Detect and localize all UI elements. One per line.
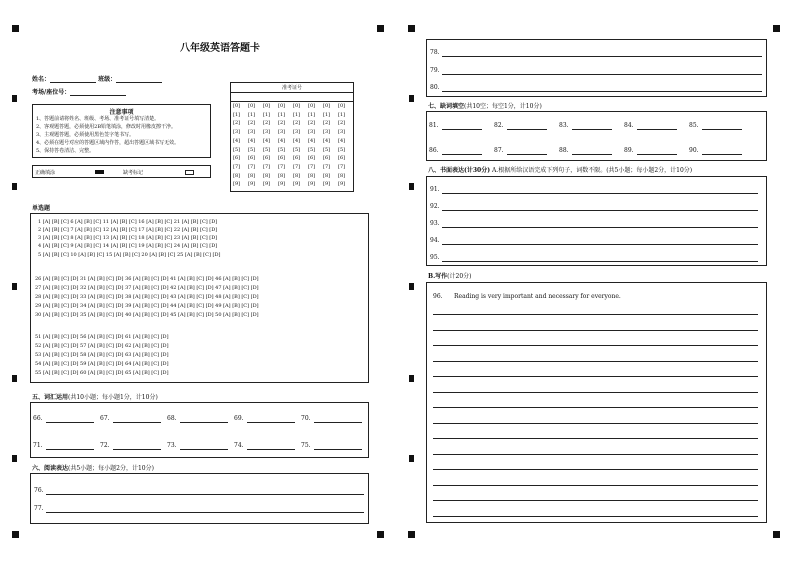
answer-blank[interactable]	[113, 422, 161, 423]
exam-digit-bubble[interactable]: [1]	[293, 111, 301, 118]
exam-digit-bubble[interactable]: [6]	[308, 155, 316, 162]
exam-digit-bubble[interactable]: [5]	[293, 146, 301, 153]
answer-number: 92.	[430, 203, 440, 210]
essay-line[interactable]	[433, 438, 758, 439]
exam-digit-bubble[interactable]: [0]	[278, 103, 286, 109]
exam-digit-bubble[interactable]: [7]	[233, 163, 241, 170]
answer-blank[interactable]	[702, 154, 742, 155]
side-mark	[12, 283, 17, 290]
absent-mark-box[interactable]	[185, 170, 194, 175]
exam-digit-bubble[interactable]: [5]	[263, 146, 271, 153]
exam-digit-bubble[interactable]: [8]	[338, 172, 346, 179]
fill-example-box	[32, 165, 211, 178]
exam-digit-bubble[interactable]: [3]	[338, 129, 346, 136]
answer-blank[interactable]	[46, 422, 94, 423]
side-mark	[12, 183, 17, 190]
exam-digit-bubble[interactable]: [9]	[293, 181, 301, 188]
exam-digit-bubble[interactable]: [1]	[233, 111, 241, 118]
exam-digit-bubble[interactable]: [8]	[293, 172, 301, 179]
answer-number: 87.	[494, 147, 504, 154]
absent-mark-label: 缺考标记	[123, 170, 144, 176]
side-mark	[409, 283, 414, 290]
answer-line[interactable]	[442, 261, 758, 262]
notice-item: 2、客观题答题，必须使用2B铅笔填涂，修改时用橡皮擦干净。	[36, 124, 177, 130]
exam-digit-bubble[interactable]: [1]	[338, 111, 346, 118]
answer-blank[interactable]	[180, 422, 228, 423]
answer-number: 81.	[429, 122, 439, 129]
answer-blank[interactable]	[637, 154, 677, 155]
corner-mark	[12, 531, 19, 538]
exam-digit-bubble[interactable]: [7]	[293, 163, 301, 170]
sec5-heading	[32, 392, 158, 401]
answer-number: 84.	[624, 122, 634, 129]
essay-line[interactable]	[433, 376, 758, 377]
answer-number: 68.	[167, 415, 177, 422]
answer-number: 69.	[234, 415, 244, 422]
exam-digit-bubble[interactable]: [1]	[263, 111, 271, 118]
answer-number: 71.	[33, 442, 43, 449]
sec5-title: 五、词汇运用	[32, 394, 69, 401]
exam-digit-bubble[interactable]: [6]	[323, 155, 331, 162]
room-label: 考场/座位号：	[32, 89, 71, 96]
choice-row[interactable]: 27 [A] [B] [C] [D] 32 [A] [B] [C] [D] 37 [A] [B] [C] [D] 42 [A] [B] [C] [D] 47 [A] [B] [C] [D]	[35, 285, 259, 291]
exam-digit-bubble[interactable]: [9]	[263, 181, 271, 188]
answer-number: 79.	[430, 67, 440, 74]
exam-digit-bubble[interactable]: [7]	[263, 163, 271, 170]
answer-line[interactable]	[442, 210, 758, 211]
essay-line[interactable]	[433, 500, 758, 501]
exam-digit-bubble[interactable]: [2]	[233, 120, 241, 127]
exam-digit-bubble[interactable]: [6]	[338, 155, 346, 162]
corner-mark	[773, 25, 780, 32]
exam-digit-bubble[interactable]: [4]	[293, 137, 301, 144]
exam-digit-bubble[interactable]: [0]	[308, 103, 316, 109]
exam-digit-bubble[interactable]: [9]	[233, 181, 241, 188]
answer-number: 83.	[559, 122, 569, 129]
corner-mark	[408, 531, 415, 538]
exam-digit-bubble[interactable]: [2]	[308, 120, 316, 127]
exam-digit-bubble[interactable]: [3]	[278, 129, 286, 136]
answer-line[interactable]	[442, 74, 762, 75]
corner-mark	[773, 531, 780, 538]
essay-line[interactable]	[433, 330, 758, 331]
exam-digit-bubble[interactable]: [5]	[248, 146, 256, 153]
answer-number: 93.	[430, 220, 440, 227]
exam-digit-bubble[interactable]: [7]	[308, 163, 316, 170]
exam-digit-bubble[interactable]: [8]	[248, 172, 256, 179]
essay-line[interactable]	[433, 516, 758, 517]
essay-box	[426, 282, 767, 523]
side-mark	[409, 95, 414, 102]
answer-number: 89.	[624, 147, 634, 154]
exam-digit-bubble[interactable]: [0]	[323, 103, 331, 109]
exam-digit-bubble[interactable]: [3]	[323, 129, 331, 136]
exam-digit-bubble[interactable]: [4]	[248, 137, 256, 144]
choice-row[interactable]: 4 [A] [B] [C] 9 [A] [B] [C] 14 [A] [B] [C] 19 [A] [B] [C] 24 [A] [B] [C] [D]	[38, 243, 218, 249]
corner-mark	[408, 25, 415, 32]
notice-item: 3、主观题答题，必须使用黑色签字笔书写。	[36, 132, 135, 138]
exam-digit-bubble[interactable]: [5]	[233, 146, 241, 153]
exam-digit-bubble[interactable]: [5]	[278, 146, 286, 153]
choice-row[interactable]: 26 [A] [B] [C] [D] 31 [A] [B] [C] [D] 36 [A] [B] [C] [D] 41 [A] [B] [C] [D] 46 [A] [B] [C] [D]	[35, 276, 259, 282]
exam-digit-bubble[interactable]: [1]	[323, 111, 331, 118]
answer-number: 77.	[34, 505, 44, 512]
exam-digit-bubble[interactable]: [4]	[278, 137, 286, 144]
essay-line[interactable]	[433, 392, 758, 393]
answer-line[interactable]	[442, 244, 758, 245]
choice-row[interactable]: 53 [A] [B] [C] [D] 58 [A] [B] [C] [D] 63 [A] [B] [C] [D]	[35, 352, 169, 358]
exam-digit-bubble[interactable]: [9]	[248, 181, 256, 188]
corner-mark	[12, 25, 19, 32]
essay-line[interactable]	[433, 423, 758, 424]
answer-number: 67.	[100, 415, 110, 422]
choice-row[interactable]: 29 [A] [B] [C] [D] 34 [A] [B] [C] [D] 39 [A] [B] [C] [D] 44 [A] [B] [C] [D] 49 [A] [B] [C] [D]	[35, 303, 259, 309]
exam-digit-bubble[interactable]: [2]	[293, 120, 301, 127]
class-label: 班级：	[98, 76, 117, 83]
answer-number: 88.	[559, 147, 569, 154]
exam-number-grid	[230, 82, 354, 192]
class-field[interactable]	[116, 76, 162, 83]
side-mark	[12, 455, 17, 462]
answer-line[interactable]	[442, 91, 762, 92]
sec5-note: (共10小题；每小题1分，计10分)	[68, 394, 158, 401]
exam-digit-bubble[interactable]: [4]	[233, 137, 241, 144]
choice-row[interactable]: 55 [A] [B] [C] [D] 60 [A] [B] [C] [D] 65 [A] [B] [C] [D]	[35, 370, 169, 376]
side-mark	[409, 183, 414, 190]
exam-digit-bubble[interactable]: [9]	[308, 181, 316, 188]
side-mark	[12, 95, 17, 102]
answer-number: 75.	[301, 442, 311, 449]
exam-digit-bubble[interactable]: [2]	[248, 120, 256, 127]
exam-digit-bubble[interactable]: [3]	[293, 129, 301, 136]
exam-digit-bubble[interactable]: [1]	[248, 111, 256, 118]
answer-number: 70.	[301, 415, 311, 422]
exam-digit-bubble[interactable]: [8]	[263, 172, 271, 179]
answer-blank[interactable]	[702, 129, 742, 130]
choice-row[interactable]: 1 [A] [B] [C] 6 [A] [B] [C] 11 [A] [B] [C] 16 [A] [B] [C] 21 [A] [B] [C] [D]	[38, 219, 218, 225]
exam-digit-bubble[interactable]: [2]	[278, 120, 286, 127]
answer-number: 90.	[689, 147, 699, 154]
answer-blank[interactable]	[572, 154, 612, 155]
choice-box	[30, 213, 369, 383]
sec7-note: (共10空；每空1分，计10分)	[464, 103, 542, 110]
exam-digit-bubble[interactable]: [3]	[263, 129, 271, 136]
sec6-box	[30, 473, 369, 524]
choice-title: 单选题	[32, 205, 51, 212]
essay-line[interactable]	[433, 314, 758, 315]
answer-number: 85.	[689, 122, 699, 129]
answer-number: 95.	[430, 254, 440, 261]
essay-line[interactable]	[433, 454, 758, 455]
essay-number: 96.	[433, 293, 443, 300]
answer-blank[interactable]	[637, 129, 677, 130]
answer-number: 82.	[494, 122, 504, 129]
answer-blank[interactable]	[507, 129, 547, 130]
exam-number-columns	[233, 103, 353, 191]
answer-blank[interactable]	[247, 449, 295, 450]
answer-number: 91.	[430, 186, 440, 193]
exam-digit-bubble[interactable]: [3]	[248, 129, 256, 136]
answer-line[interactable]	[442, 193, 758, 194]
sec6-continued-box	[426, 39, 767, 97]
answer-line[interactable]	[46, 512, 364, 513]
answer-line[interactable]	[46, 494, 364, 495]
choice-row[interactable]: 51 [A] [B] [C] [D] 56 [A] [B] [C] [D] 61 [A] [B] [C] [D]	[35, 334, 169, 340]
exam-digit-bubble[interactable]: [5]	[338, 146, 346, 153]
room-info	[32, 87, 126, 96]
answer-blank[interactable]	[507, 154, 547, 155]
exam-digit-bubble[interactable]: [8]	[278, 172, 286, 179]
exam-digit-bubble[interactable]: [2]	[263, 120, 271, 127]
answer-number: 74.	[234, 442, 244, 449]
sec8a-box	[426, 176, 767, 266]
answer-number: 76.	[34, 487, 44, 494]
answer-number: 86.	[429, 147, 439, 154]
exam-digit-bubble[interactable]: [2]	[323, 120, 331, 127]
answer-blank[interactable]	[180, 449, 228, 450]
exam-digit-bubble[interactable]: [5]	[308, 146, 316, 153]
sec8-heading	[428, 165, 692, 174]
answer-number: 78.	[430, 49, 440, 56]
sec6-note: (共5小题；每小题2分，计10分)	[68, 465, 154, 472]
exam-digit-bubble[interactable]: [3]	[308, 129, 316, 136]
exam-digit-bubble[interactable]: [6]	[263, 155, 271, 162]
essay-line[interactable]	[433, 407, 758, 408]
sec7-heading	[428, 101, 542, 110]
answer-blank[interactable]	[314, 449, 362, 450]
answer-number: 73.	[167, 442, 177, 449]
sec7-title: 七、缺词填空	[428, 103, 465, 110]
answer-blank[interactable]	[572, 129, 612, 130]
exam-number-write-row[interactable]	[231, 93, 353, 102]
correct-fill-label: 正确填涂	[35, 170, 56, 176]
exam-digit-bubble[interactable]: [9]	[278, 181, 286, 188]
answer-blank[interactable]	[314, 422, 362, 423]
exam-digit-bubble[interactable]: [0]	[248, 103, 256, 109]
answer-line[interactable]	[442, 227, 758, 228]
answer-number: 94.	[430, 237, 440, 244]
name-label: 姓名：	[32, 76, 51, 83]
side-mark	[12, 375, 17, 382]
notice-item: 4、必须在题号对应的答题区域内作答，超出答题区域书写无效。	[36, 140, 180, 146]
exam-digit-bubble[interactable]: [0]	[233, 103, 241, 109]
exam-digit-bubble[interactable]: [8]	[308, 172, 316, 179]
sec8b-heading	[428, 271, 472, 280]
exam-digit-bubble[interactable]: [4]	[338, 137, 346, 144]
exam-digit-bubble[interactable]: [0]	[293, 103, 301, 109]
corner-mark	[377, 25, 384, 32]
room-field[interactable]	[70, 89, 126, 96]
correct-fill-example	[95, 170, 104, 174]
choice-row[interactable]: 28 [A] [B] [C] [D] 33 [A] [B] [C] [D] 38 [A] [B] [C] [D] 43 [A] [B] [C] [D] 48 [A] [B] [C] [D]	[35, 294, 259, 300]
choice-row[interactable]: 2 [A] [B] [C] 7 [A] [B] [C] 12 [A] [B] [C] 17 [A] [B] [C] 22 [A] [B] [C] [D]	[38, 227, 218, 233]
exam-digit-bubble[interactable]: [6]	[293, 155, 301, 162]
name-field[interactable]	[50, 76, 96, 83]
essay-line[interactable]	[433, 485, 758, 486]
answer-blank[interactable]	[113, 449, 161, 450]
exam-digit-bubble[interactable]: [2]	[338, 120, 346, 127]
exam-digit-bubble[interactable]: [8]	[323, 172, 331, 179]
notice-box	[32, 104, 211, 158]
exam-digit-bubble[interactable]: [6]	[233, 155, 241, 162]
exam-digit-bubble[interactable]: [5]	[323, 146, 331, 153]
exam-digit-bubble[interactable]: [7]	[278, 163, 286, 170]
exam-digit-bubble[interactable]: [0]	[263, 103, 271, 109]
choice-row[interactable]: 5 [A] [B] [C] 10 [A] [B] [C] 15 [A] [B] [C] 20 [A] [B] [C] 25 [A] [B] [C] [D]	[38, 252, 221, 258]
exam-digit-bubble[interactable]: [8]	[233, 172, 241, 179]
essay-line[interactable]	[433, 345, 758, 346]
sec8-a-text: A.根据所给汉语完成下列句子，词数不限。(共5小题；每小题2分，计10分)	[491, 167, 693, 174]
essay-line[interactable]	[433, 469, 758, 470]
answer-number: 66.	[33, 415, 43, 422]
sec7-box	[426, 111, 767, 161]
notice-item: 1、答题前请将姓名、班级、考场、准考证号填写清楚。	[36, 116, 160, 122]
choice-row[interactable]: 54 [A] [B] [C] [D] 59 [A] [B] [C] [D] 64 [A] [B] [C] [D]	[35, 361, 169, 367]
exam-digit-bubble[interactable]: [4]	[308, 137, 316, 144]
answer-blank[interactable]	[46, 449, 94, 450]
answer-number: 72.	[100, 442, 110, 449]
sec8b-note: (计20分)	[447, 273, 472, 280]
corner-mark	[377, 531, 384, 538]
essay-line[interactable]	[433, 361, 758, 362]
notice-title: 注意事项	[109, 109, 134, 116]
essay-prompt: Reading is very important and necessary for everyone.	[454, 293, 621, 300]
exam-number-label: 准考证号	[231, 84, 353, 93]
exam-digit-bubble[interactable]: [7]	[323, 163, 331, 170]
sec6-heading	[32, 463, 154, 472]
notice-item: 5、保持答卷清洁、完整。	[36, 148, 95, 154]
choice-row[interactable]: 52 [A] [B] [C] [D] 57 [A] [B] [C] [D] 62 [A] [B] [C] [D]	[35, 343, 169, 349]
exam-digit-bubble[interactable]: [9]	[338, 181, 346, 188]
student-info	[32, 74, 162, 83]
exam-digit-bubble[interactable]: [9]	[323, 181, 331, 188]
answer-blank[interactable]	[247, 422, 295, 423]
choice-row[interactable]: 3 [A] [B] [C] 8 [A] [B] [C] 13 [A] [B] [C] 18 [A] [B] [C] 23 [A] [B] [C] [D]	[38, 235, 218, 241]
exam-digit-bubble[interactable]: [1]	[278, 111, 286, 118]
answer-blank[interactable]	[442, 129, 482, 130]
sec8-title: 八、书面表达(计30分)	[428, 167, 491, 174]
exam-digit-bubble[interactable]: [6]	[248, 155, 256, 162]
exam-digit-bubble[interactable]: [4]	[323, 137, 331, 144]
exam-digit-bubble[interactable]: [0]	[338, 103, 346, 109]
answer-number: 80.	[430, 84, 440, 91]
exam-digit-bubble[interactable]: [6]	[278, 155, 286, 162]
exam-digit-bubble[interactable]: [1]	[308, 111, 316, 118]
sec8b-title: B.写作	[428, 273, 448, 280]
side-mark	[409, 455, 414, 462]
side-mark	[409, 375, 414, 382]
exam-digit-bubble[interactable]: [7]	[338, 163, 346, 170]
exam-digit-bubble[interactable]: [3]	[233, 129, 241, 136]
answer-blank[interactable]	[442, 154, 482, 155]
page-title: 八年级英语答题卡	[180, 43, 260, 54]
sec5-box	[30, 402, 369, 458]
sec6-title: 六、阅读表达	[32, 465, 69, 472]
exam-digit-bubble[interactable]: [7]	[248, 163, 256, 170]
choice-row[interactable]: 30 [A] [B] [C] [D] 35 [A] [B] [C] [D] 40 [A] [B] [C] [D] 45 [A] [B] [C] [D] 50 [A] [B] [C] [D]	[35, 312, 259, 318]
answer-line[interactable]	[442, 56, 762, 57]
exam-digit-bubble[interactable]: [4]	[263, 137, 271, 144]
